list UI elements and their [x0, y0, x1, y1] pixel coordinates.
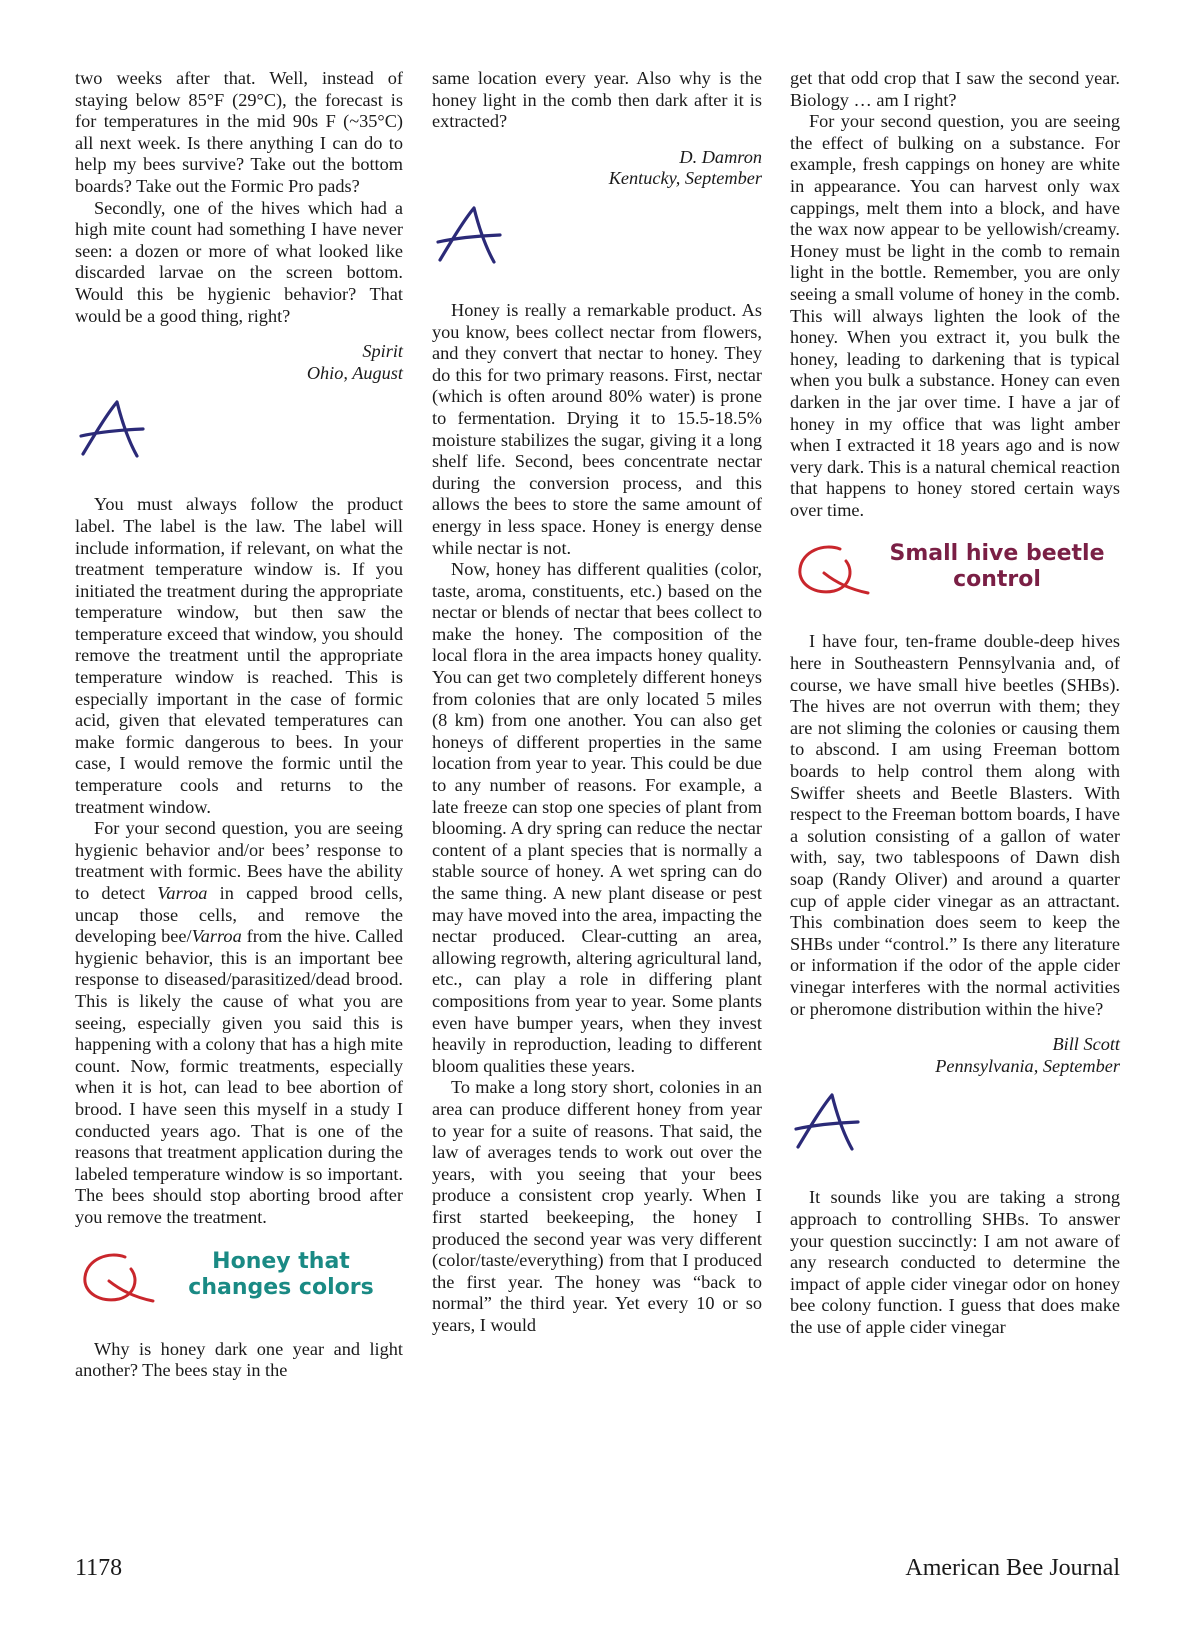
- signature-place: Kentucky, September: [608, 168, 762, 189]
- question-signature: [75, 341, 403, 384]
- answer-a-icon: [75, 388, 403, 484]
- question-q-icon: [79, 1249, 163, 1309]
- answer-text: It sounds like you are taking a strong approach to controlling SHBs. To answer your question succinctly: I am not aware of any research conducted to determine the impact of apple cider vinegar odor on honey bee colony function. I guess that does make the use of apple cider vinegar: [790, 1187, 1120, 1337]
- question-text: I have four, ten-frame double-deep hives here in Southeastern Pennsylvania and, of course, we have small hive beetles (SHBs). The hives are not overrun with them; they are not sliming the colonies or causing them to abscond. I am using Freeman bottom boards to help control them along with Swiffer sheets and Beetle Blasters. With respect to the Freeman bottom boards, I have a solution consisting of a gallon of water with, say, two tablespoons of Dawn dish soap (Randy Oliver) and around a quarter cup of apple cider vinegar as an attractant. This combination does seem to keep the SHBs under “control.” Is there any literature or information if the odor of the apple cider vinegar interferes with the normal activities or pheromone distribution within the hive?: [790, 631, 1120, 1019]
- answer-text: To make a long story short, colonies in an area can produce different honey from year to year for a suite of reasons. That said, the law of averages tends to work out over the years, with you seeing that your bees produce a consistent crop yearly. When I first started beekeeping, the honey I produced the second year was very different (color/taste/everything) from that I produced the first year. The honey was “back to normal” the third year. Yet every 10 or so years, I would: [432, 1077, 762, 1335]
- question-title-line: changes colors: [188, 1274, 374, 1300]
- column-left: [75, 68, 403, 1382]
- question-title-line: control: [953, 567, 1041, 593]
- question-header: [790, 531, 1120, 625]
- journal-name: American Bee Journal: [905, 1555, 1120, 1581]
- question-title-line: Small hive beetle: [889, 541, 1105, 567]
- column-middle: [432, 68, 762, 1336]
- question-title: [159, 1249, 403, 1301]
- question-text: Secondly, one of the hives which had a high mite count had something I have never seen: a dozen or more of what looked like discarded larvae on the screen bottom. Would this be hygienic behavior? That would be a good thing, right?: [75, 197, 403, 326]
- answer-text-run: in capped brood cells, uncap those cells, and remove the developing bee/: [75, 883, 403, 947]
- answer-text: Honey is really a remarkable product. As you know, bees collect nectar from flowers, and they convert that nectar to honey. They do this for two primary reasons. First, nectar (which is often around 80% water) is prone to fermentation. Drying it to 15.5-18.5% moisture stabilizes the sugar, giving it a long shelf life. Second, bees concentrate nectar during the conversion process, and this allows the bees to store the same amount of energy in less space. Honey is energy dense while nectar is not.: [432, 299, 762, 558]
- species-name: Varroa: [191, 926, 242, 947]
- answer-text-run: from the hive. Called hygienic behavior, this is an important bee response to diseased/parasitized/dead brood. This is likely the cause of what you are seeing, especially given you said this is happening with a colony that has a high mite count. Now, formic treatments, especially when it is hot, can lead to bee abortion of brood. I have seen this myself in a study I conducted years ago. That is one of the reasons that treatment application during the labeled temperature window is so important. The bees should stop aborting brood after you remove the treatment.: [75, 926, 403, 1227]
- column-right: [790, 68, 1120, 1339]
- question-text: Why is honey dark one year and light another? The bees stay in the: [75, 1338, 403, 1381]
- question-title-line: Honey that: [212, 1248, 350, 1274]
- answer-a-icon: [790, 1081, 1120, 1177]
- signature-name: D. Damron: [679, 146, 762, 167]
- answer-text: You must always follow the product label. The label is the law. The label will include information, if relevant, on what the treatment temperature window is. If you initiated the treatment during the appropriate temperature window, but then saw the temperature exceed that window, you should remove the treatment until the appropriate temperature window is reached. This is especially important in the case of formic acid, given that elevated temperatures can make formic dangerous to bees. In your case, I would remove the formic until the temperature cools and returns to the treatment window.: [75, 494, 403, 817]
- page-number: 1178: [75, 1555, 123, 1581]
- answer-text: [75, 818, 403, 1228]
- signature-place: Ohio, August: [306, 362, 403, 383]
- answer-text-run: For your second question, you are seeing hygienic behavior and/or bees’ response to treatment with formic. Bees have the ability to detect: [75, 818, 403, 903]
- answer-text: get that odd crop that I saw the second year. Biology … am I right?: [790, 68, 1120, 110]
- signature-place: Pennsylvania, September: [935, 1055, 1120, 1076]
- question-text: same location every year. Also why is the honey light in the comb then dark after it is extracted?: [432, 68, 762, 132]
- answer-a-icon: [432, 194, 762, 290]
- species-name: Varroa: [157, 883, 208, 903]
- answer-text: Now, honey has different qualities (color, taste, aroma, constituents, etc.) based on the nectar or blends of nectar that bees collect to make the honey. The composition of the local flora in the area impacts honey quality. You can get two completely different honeys from colonies that are only located 5 miles (8 km) from one another. You can also get honeys of different properties in the same location from year to year. This could be due to any number of reasons. For example, a late freeze can stop one species of plant from blooming. A dry spring can reduce the nectar content of a plant species that is normally a stable source of honey. A wet spring can do the same thing. A new plant disease or pest may have moved into the area, impacting the nectar produced. Clear-cutting an area, allowing regrowth, altering agricultural land, etc., can play a role in differing plant compositions from year to year. Some plants even have bumper years, when they invest heavily in reproduction, leading to different bloom qualities these years.: [432, 559, 762, 1076]
- question-title: [874, 541, 1120, 593]
- question-signature: [790, 1034, 1120, 1077]
- answer-text: For your second question, you are seeing the effect of bulking on a substance. For example, fresh cappings on honey are white in appearance. You can harvest only wax cappings, melt them into a block, and have the wax now appear to be yellowish/creamy. Honey must be light in the comb to remain light in the bottle. Remember, you are only seeing a small volume of honey in the comb. This will always lighten the look of the honey. When you extract it, you bulk the honey, leading to darkening that is typical when you bulk a substance. Honey can even darken in the jar over time. I have a jar of honey in my office that was light amber when I extracted it 18 years ago and is now very dark. This is a natural chemical reaction that happens to honey stored certain ways over time.: [790, 111, 1120, 520]
- question-signature: [432, 147, 762, 190]
- signature-name: Spirit: [362, 341, 403, 362]
- question-header: [75, 1239, 403, 1333]
- question-text: two weeks after that. Well, instead of staying below 85°F (29°C), the forecast is for temperatures in the mid 90s F (~35°C) all next week. Is there anything I can do to help my bees survive? Take out the bottom boards? Take out the Formic Pro pads?: [75, 68, 403, 196]
- signature-name: Bill Scott: [1052, 1034, 1120, 1055]
- question-q-icon: [794, 541, 878, 601]
